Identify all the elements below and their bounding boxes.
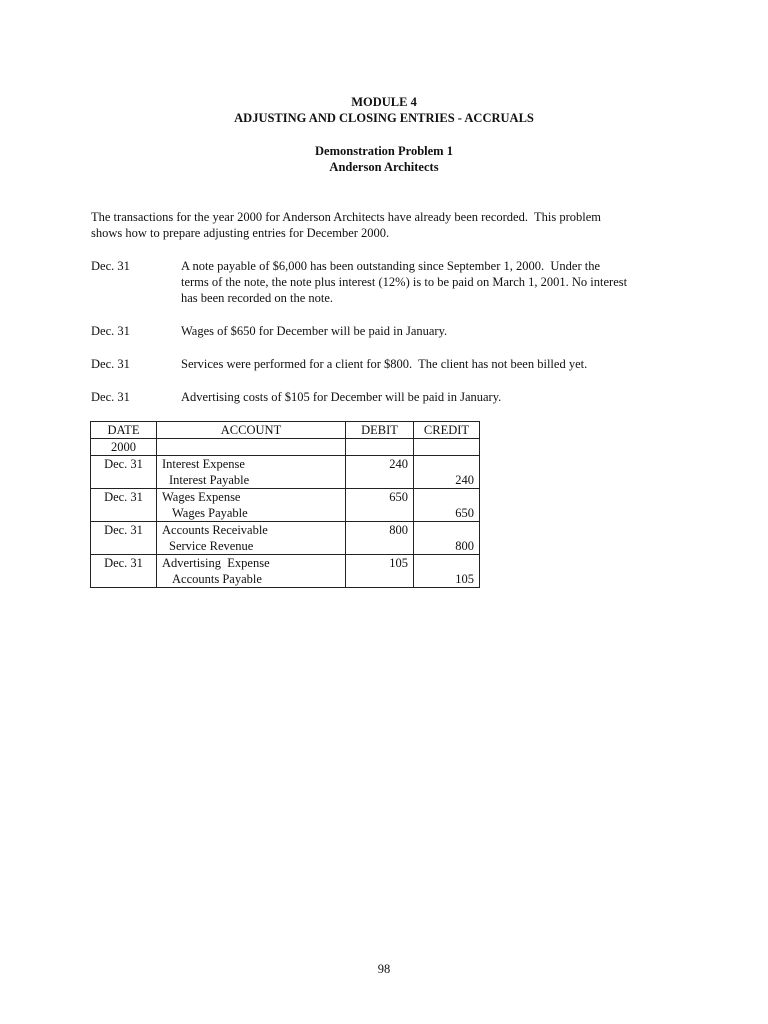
transaction-date: Dec. 31 xyxy=(91,259,130,273)
account-cell xyxy=(157,522,346,555)
debit-amount: 105 xyxy=(389,556,408,570)
debit-cell xyxy=(346,456,414,489)
transaction-date: Dec. 31 xyxy=(91,357,130,371)
table-row xyxy=(91,522,480,555)
credit-account: Interest Payable xyxy=(169,473,250,487)
transaction-line: terms of the note, the note plus interest (12%) is to be paid on March 1, 2001. No interest xyxy=(181,275,628,289)
intro-paragraph xyxy=(91,209,691,241)
debit-account: Accounts Receivable xyxy=(162,523,268,537)
debit-account: Advertising Expense xyxy=(162,556,270,570)
transaction-description xyxy=(181,323,686,339)
transaction-line: Services were performed for a client for $800. The client has not been billed yet. xyxy=(181,357,588,371)
journal-table xyxy=(90,421,480,588)
transaction-date: Dec. 31 xyxy=(91,390,130,404)
debit-account: Interest Expense xyxy=(162,457,245,471)
account-column-header: ACCOUNT xyxy=(157,422,346,439)
chapter-title: ADJUSTING AND CLOSING ENTRIES - ACCRUALS xyxy=(234,111,534,125)
debit-amount: 240 xyxy=(389,457,408,471)
credit-cell xyxy=(414,522,480,555)
table-row xyxy=(91,456,480,489)
credit-amount: 800 xyxy=(455,539,474,553)
credit-column-header: CREDIT xyxy=(414,422,480,439)
debit-cell xyxy=(346,489,414,522)
debit-column-header: DEBIT xyxy=(346,422,414,439)
credit-account: Wages Payable xyxy=(172,506,248,520)
transaction-line: Wages of $650 for December will be paid in January. xyxy=(181,324,448,338)
credit-amount: 105 xyxy=(455,572,474,586)
debit-cell xyxy=(346,555,414,588)
transaction-date: Dec. 31 xyxy=(91,324,130,338)
debit-amount: 650 xyxy=(389,490,408,504)
company-name: Anderson Architects xyxy=(329,160,439,174)
transaction-description xyxy=(181,356,686,372)
year-cell: 2000 xyxy=(91,439,157,456)
credit-account: Service Revenue xyxy=(169,539,254,553)
entry-date: Dec. 31 xyxy=(91,456,157,489)
credit-cell xyxy=(414,456,480,489)
intro-line: The transactions for the year 2000 for Anderson Architects have already been recorded. This problem xyxy=(91,210,602,224)
entry-date: Dec. 31 xyxy=(91,489,157,522)
debit-account: Wages Expense xyxy=(162,490,241,504)
debit-cell xyxy=(346,522,414,555)
transaction-line: Advertising costs of $105 for December will be paid in January. xyxy=(181,390,502,404)
credit-cell xyxy=(414,489,480,522)
account-cell xyxy=(157,489,346,522)
credit-cell xyxy=(414,555,480,588)
module-heading: MODULE 4 xyxy=(351,95,417,109)
transaction-description xyxy=(181,258,686,306)
credit-amount: 650 xyxy=(455,506,474,520)
table-row xyxy=(91,555,480,588)
empty-cell xyxy=(414,439,480,456)
problem-title: Demonstration Problem 1 xyxy=(315,144,453,158)
transaction-description xyxy=(181,389,686,405)
date-column-header: DATE xyxy=(91,422,157,439)
intro-line: shows how to prepare adjusting entries for December 2000. xyxy=(91,226,390,240)
entry-date: Dec. 31 xyxy=(91,555,157,588)
account-cell xyxy=(157,555,346,588)
account-cell xyxy=(157,456,346,489)
empty-cell xyxy=(346,439,414,456)
year-row xyxy=(91,439,480,456)
transaction-line: A note payable of $6,000 has been outstanding since September 1, 2000. Under the xyxy=(181,259,601,273)
credit-amount: 240 xyxy=(455,473,474,487)
debit-amount: 800 xyxy=(389,523,408,537)
entry-date: Dec. 31 xyxy=(91,522,157,555)
empty-cell xyxy=(157,439,346,456)
page-number: 98 xyxy=(377,962,391,976)
credit-account: Accounts Payable xyxy=(172,572,262,586)
transaction-line: has been recorded on the note. xyxy=(181,291,334,305)
table-header-row xyxy=(91,422,480,439)
table-row xyxy=(91,489,480,522)
